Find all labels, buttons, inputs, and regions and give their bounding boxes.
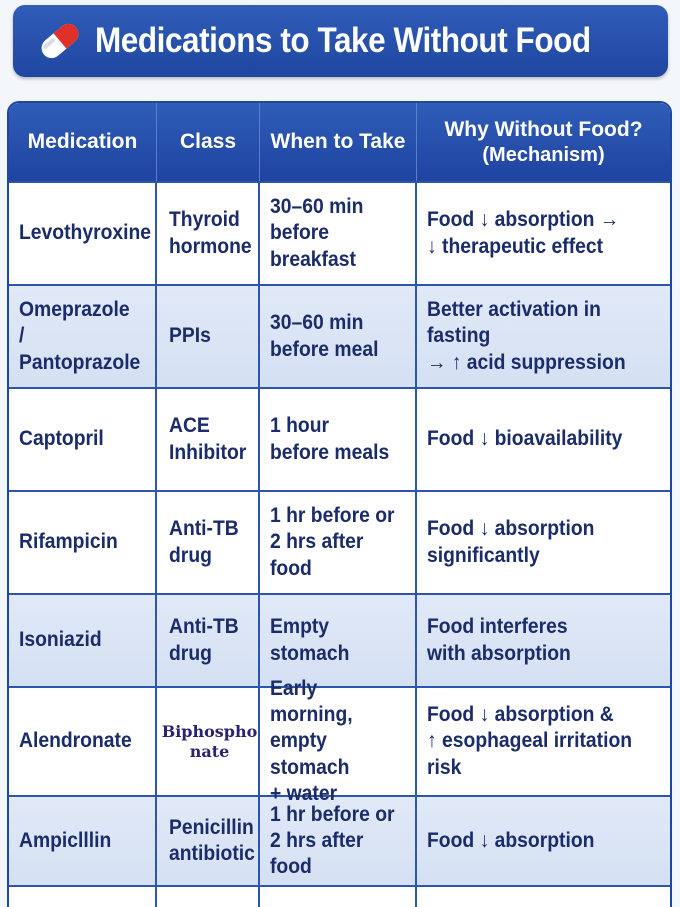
page-title: Medications to Take Without Food xyxy=(95,21,591,60)
drug-class: ACE Inhibitor xyxy=(169,414,247,464)
pill-capsule-icon xyxy=(35,16,85,66)
table-row xyxy=(9,490,670,593)
drug-class: Thyroid hormone xyxy=(169,208,252,258)
mechanism: Food ↓ absorption & ↑ esophageal irritation risk xyxy=(427,703,633,779)
table-row xyxy=(9,593,670,686)
mechanism: Better activation in fasting → ↑ acid suppression xyxy=(427,298,626,374)
table-row xyxy=(9,795,670,885)
medication-name: Captopril xyxy=(19,427,104,451)
when-to-take: 1 hr before or 2 hrs after food xyxy=(270,504,395,580)
table-row xyxy=(9,676,670,805)
medication-name: Omeprazole / Pantoprazole xyxy=(19,298,141,374)
mechanism: Food ↓ absorption → ↓ therapeutic effect xyxy=(427,208,620,258)
header-medication: Medication xyxy=(9,103,157,181)
when-to-take: Early morning, empty stomach + water xyxy=(270,676,353,805)
mechanism: Food ↓ absorption significantly xyxy=(427,517,595,567)
medication-name: Rifampicin xyxy=(19,530,118,554)
when-to-take: 30–60 min before meal xyxy=(270,311,379,361)
medication-name: Ampiclllin xyxy=(19,828,112,852)
drug-class: Penicillin antibiotic xyxy=(169,815,255,865)
medications-table xyxy=(7,101,672,907)
drug-class: Biphospho nate xyxy=(161,721,258,761)
mechanism: Food interferes with absorption xyxy=(427,615,571,665)
medication-name: Levothyroxine xyxy=(19,221,152,245)
when-to-take: 1 hour before meals xyxy=(270,414,390,464)
header-why-without-food: Why Without Food? (Mechanism) xyxy=(444,118,643,166)
mechanism: Food ↓ absorption xyxy=(427,828,595,852)
table-row xyxy=(9,284,670,387)
drug-class: Anti-TB drug xyxy=(169,615,239,665)
table-row xyxy=(9,181,670,284)
when-to-take: 30–60 min before breakfast xyxy=(270,195,364,271)
medication-name: Isoniazid xyxy=(19,628,102,652)
title-banner xyxy=(13,5,668,77)
drug-class: Anti-TB drug xyxy=(169,517,239,567)
mechanism: Food ↓ bioavailability xyxy=(427,427,623,451)
header-class: Class xyxy=(157,103,260,181)
when-to-take: Empty stomach xyxy=(270,615,350,665)
header-when-to-take: When to Take xyxy=(260,103,417,181)
table-row-cut-off xyxy=(9,885,670,907)
medication-name: Alendronate xyxy=(19,729,132,753)
table-header xyxy=(9,103,670,181)
table-row xyxy=(9,387,670,490)
when-to-take: 1 hr before or 2 hrs after food xyxy=(270,802,395,879)
drug-class: PPIs xyxy=(169,324,211,348)
